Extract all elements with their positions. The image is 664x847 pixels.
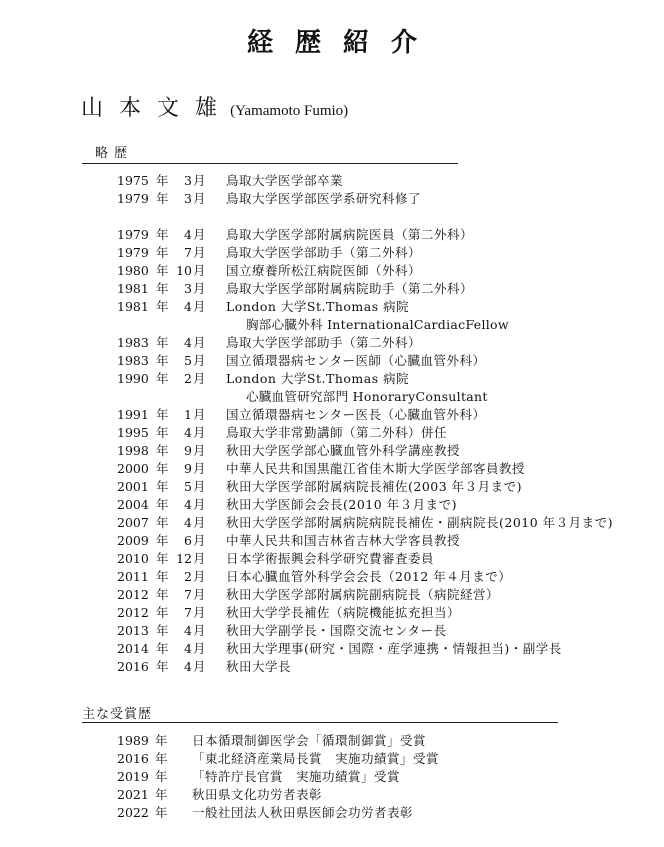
career-month-unit: 月: [193, 443, 206, 458]
career-year-unit: 年: [156, 407, 169, 422]
career-year: 1995: [117, 425, 149, 440]
career-year: 1991: [117, 407, 149, 422]
career-description: 中華人民共和国吉林省吉林大学客員教授: [226, 533, 461, 548]
career-year-unit: 年: [156, 263, 169, 278]
person-name: [81, 94, 348, 124]
career-year-unit: 年: [156, 461, 169, 476]
career-description: 日本心臓血管外科学会会長（2012 年４月まで）: [226, 569, 512, 584]
career-year: 2016: [117, 659, 149, 674]
career-month: 4: [184, 623, 192, 638]
award-year: 2016: [117, 751, 149, 766]
career-month: 4: [184, 515, 192, 530]
career-month: 4: [184, 227, 192, 242]
career-month-unit: 月: [193, 533, 206, 548]
career-month-unit: 月: [193, 587, 206, 602]
career-month-unit: 月: [193, 425, 206, 440]
career-description: 秋田大学長: [226, 659, 292, 674]
career-month-unit: 月: [193, 227, 206, 242]
career-description: 秋田大学医学部心臓血管外科学講座教授: [226, 443, 461, 458]
career-month: 4: [184, 335, 192, 350]
career-description: 秋田大学学長補佐（病院機能拡充担当）: [226, 605, 461, 620]
career-year: 2000: [117, 461, 149, 476]
career-month-unit: 月: [193, 371, 206, 386]
career-year: 1983: [117, 335, 149, 350]
career-year: 2013: [117, 623, 149, 638]
award-year-unit: 年: [155, 733, 168, 748]
career-description: 国立療養所松江病院医師（外科）: [226, 263, 422, 278]
career-year-unit: 年: [156, 173, 169, 188]
award-year: 1989: [117, 733, 149, 748]
career-year-unit: 年: [156, 551, 169, 566]
career-month-unit: 月: [193, 641, 206, 656]
award-description: 日本循環制御医学会「循環制御賞」受賞: [192, 733, 427, 748]
career-year-unit: 年: [156, 353, 169, 368]
career-month-unit: 月: [193, 407, 206, 422]
career-year-unit: 年: [156, 371, 169, 386]
career-description: 秋田大学医師会会長(2010 年３月まで): [226, 497, 458, 512]
career-subdescription: 胸部心臓外科 InternationalCardiacFellow: [246, 317, 509, 332]
career-month-unit: 月: [193, 497, 206, 512]
career-month: 2: [184, 371, 192, 386]
career-month-unit: 月: [193, 353, 206, 368]
career-year: 2004: [117, 497, 149, 512]
career-month-unit: 月: [193, 551, 206, 566]
career-month: 3: [184, 191, 192, 206]
career-divider: [82, 163, 458, 164]
career-description: 国立循環器病センター医師（心臓血管外科）: [226, 353, 486, 368]
page-title: 経歴紹介: [246, 28, 439, 58]
career-year-unit: 年: [156, 641, 169, 656]
career-heading: 略歴: [95, 146, 134, 161]
career-year-unit: 年: [156, 443, 169, 458]
career-year-unit: 年: [156, 569, 169, 584]
career-month: 3: [184, 173, 192, 188]
career-year: 1979: [117, 191, 149, 206]
awards-heading: 主な受賞歴: [82, 707, 153, 722]
career-year-unit: 年: [156, 281, 169, 296]
award-description: 一般社団法人秋田県医師会功労者表彰: [192, 805, 414, 820]
career-description: 秋田大学医学部附属病院長補佐(2003 年３月まで): [226, 479, 523, 494]
career-description: 鳥取大学医学部医学系研究科修了: [226, 191, 422, 206]
career-year: 2009: [117, 533, 149, 548]
career-description: 秋田大学医学部附属病院副病院長（病院経営）: [226, 587, 500, 602]
career-description: 秋田大学副学長・国際交流センター長: [226, 623, 447, 638]
career-month-unit: 月: [193, 623, 206, 638]
career-month: 3: [184, 281, 192, 296]
career-year-unit: 年: [156, 605, 169, 620]
career-description: London 大学St.Thomas 病院: [226, 299, 410, 314]
career-year-unit: 年: [156, 497, 169, 512]
career-year: 2011: [117, 569, 149, 584]
award-description: 「特許庁長官賞 実施功績賞」受賞: [192, 769, 401, 784]
career-year: 1990: [117, 371, 149, 386]
career-year-unit: 年: [156, 515, 169, 530]
career-month-unit: 月: [193, 479, 206, 494]
career-year-unit: 年: [156, 533, 169, 548]
career-description: 鳥取大学医学部助手（第二外科）: [226, 245, 422, 260]
career-description: 国立循環器病センター医長（心臓血管外科）: [226, 407, 486, 422]
career-year: 1983: [117, 353, 149, 368]
career-month-unit: 月: [193, 263, 206, 278]
career-year: 1979: [117, 227, 149, 242]
career-year: 1975: [117, 173, 149, 188]
award-year: 2021: [117, 787, 149, 802]
career-description: 中華人民共和国黒龍江省佳木斯大学医学部客員教授: [226, 461, 526, 476]
career-month-unit: 月: [193, 245, 206, 260]
career-year-unit: 年: [156, 587, 169, 602]
career-year-unit: 年: [156, 245, 169, 260]
career-month-unit: 月: [193, 569, 206, 584]
career-year-unit: 年: [156, 191, 169, 206]
career-month: 4: [184, 497, 192, 512]
career-month: 1: [184, 407, 192, 422]
career-month: 5: [184, 353, 192, 368]
career-month: 7: [184, 605, 192, 620]
career-month-unit: 月: [193, 299, 206, 314]
name-romanized: (Yamamoto Fumio): [230, 103, 349, 119]
career-year: 1998: [117, 443, 149, 458]
career-year: 2001: [117, 479, 149, 494]
career-month-unit: 月: [193, 659, 206, 674]
career-description: 鳥取大学医学部附属病院助手（第二外科）: [226, 281, 474, 296]
career-year-unit: 年: [156, 623, 169, 638]
career-month-unit: 月: [193, 173, 206, 188]
career-year: 1981: [117, 299, 149, 314]
career-description: 鳥取大学非常勤講師（第二外科）併任: [226, 425, 448, 440]
career-description: 鳥取大学医学部助手（第二外科）: [226, 335, 422, 350]
career-subdescription: 心臓血管研究部門 HonoraryConsultant: [246, 389, 488, 404]
career-month-unit: 月: [193, 461, 206, 476]
career-year: 2012: [117, 587, 149, 602]
career-month: 5: [184, 479, 192, 494]
award-description: 秋田県文化功労者表彰: [192, 787, 323, 802]
career-year-unit: 年: [156, 299, 169, 314]
award-year-unit: 年: [155, 751, 168, 766]
career-month: 9: [184, 461, 192, 476]
career-month: 4: [184, 641, 192, 656]
career-description: 鳥取大学医学部卒業: [226, 173, 344, 188]
name-japanese: 山本文雄: [81, 96, 234, 121]
award-description: 「東北経済産業局長賞 実施功績賞」受賞: [192, 751, 440, 766]
career-description: 秋田大学理事(研究・国際・産学連携・情報担当)・副学長: [226, 641, 562, 656]
career-year: 1980: [117, 263, 149, 278]
career-month: 6: [184, 533, 192, 548]
career-month: 4: [184, 659, 192, 674]
career-month: 9: [184, 443, 192, 458]
career-month-unit: 月: [193, 191, 206, 206]
career-month: 10: [176, 263, 192, 278]
career-month-unit: 月: [193, 281, 206, 296]
career-year: 2014: [117, 641, 149, 656]
career-month: 12: [176, 551, 192, 566]
career-description: 日本学術振興会科学研究費審査委員: [226, 551, 435, 566]
career-year-unit: 年: [156, 659, 169, 674]
career-year-unit: 年: [156, 227, 169, 242]
career-year-unit: 年: [156, 479, 169, 494]
career-year: 2007: [117, 515, 149, 530]
career-month: 7: [184, 587, 192, 602]
career-year: 1979: [117, 245, 149, 260]
career-month: 2: [184, 569, 192, 584]
career-month: 4: [184, 425, 192, 440]
award-year: 2022: [117, 805, 149, 820]
career-year: 1981: [117, 281, 149, 296]
awards-divider: [82, 722, 558, 723]
award-year: 2019: [117, 769, 149, 784]
career-year: 2010: [117, 551, 149, 566]
career-month-unit: 月: [193, 335, 206, 350]
career-year-unit: 年: [156, 335, 169, 350]
career-description: 秋田大学医学部附属病院病院長補佐・副病院長(2010 年３月まで): [226, 515, 614, 530]
career-year-unit: 年: [156, 425, 169, 440]
career-month: 4: [184, 299, 192, 314]
career-description: 鳥取大学医学部附属病院医員（第二外科）: [226, 227, 474, 242]
award-year-unit: 年: [155, 805, 168, 820]
career-month: 7: [184, 245, 192, 260]
career-year: 2012: [117, 605, 149, 620]
award-year-unit: 年: [155, 787, 168, 802]
career-month-unit: 月: [193, 605, 206, 620]
career-description: London 大学St.Thomas 病院: [226, 371, 410, 386]
career-month-unit: 月: [193, 515, 206, 530]
award-year-unit: 年: [155, 769, 168, 784]
